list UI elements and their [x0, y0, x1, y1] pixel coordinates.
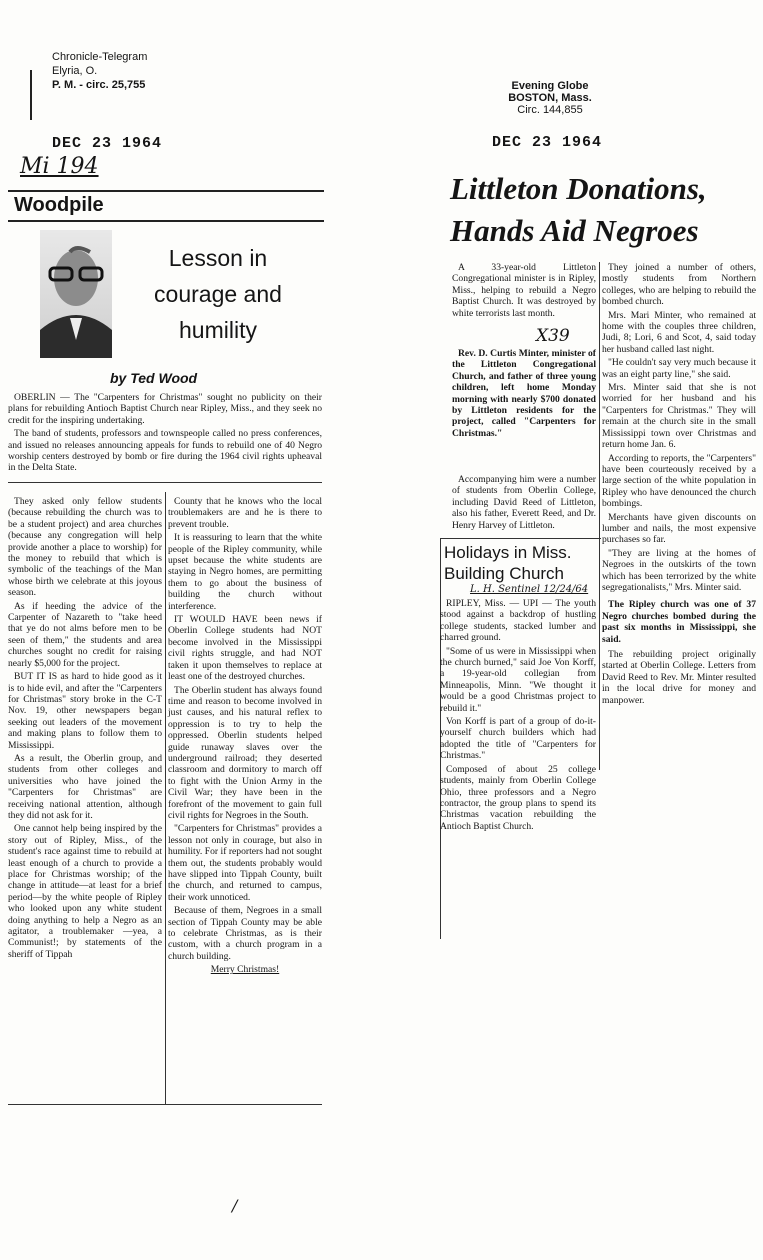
right-column-b	[602, 262, 756, 708]
middle-column	[440, 598, 596, 834]
colB-paragraph: Because of them, Negroes in a small section of Tippah County may be able to celebrate Christmas, as is their custom, with a church program in a church building.	[168, 905, 322, 962]
right-colB-paragraph: "They are living at the homes of Negroes in the outskirts of the town which has been terrorized by the white segregationalists," Mrs. Minter said.	[602, 547, 756, 593]
middle-paragraph: Composed of about 25 college students, mainly from Oberlin College Ohio, three professors and a Negro contractor, the group plans to spend its Christmas vacation rebuilding the Antioch Baptist Church.	[440, 763, 596, 832]
middle-paragraph: "Some of us were in Mississippi when the church burned," said Joe Von Korff, a 19-year-old collegian from Minneapolis, Minn. "We thought it would be a good Christmas project to rebuild it."	[440, 645, 596, 714]
left-column-rule	[165, 492, 166, 1104]
left-column-b	[168, 496, 322, 978]
footer-mark: /	[232, 1196, 238, 1215]
right-headline-line-2: Hands Aid Negroes	[450, 213, 699, 248]
headline-line-2: courage and	[154, 281, 282, 307]
left-source-circ: P. M. - circ. 25,755	[52, 79, 146, 91]
right-source-city: BOSTON, Mass.	[508, 92, 592, 104]
colA-paragraph: As a result, the Oberlin group, and students from other colleges and universities who have joined the "Carpenters for Christmas" are receiving national attention, although they did not ask for it.	[8, 752, 162, 821]
headline-block	[118, 240, 318, 348]
author-photo	[40, 230, 112, 358]
right-colA-after-paragraph: Accompanying him were a number of students from Oberlin College, including David Reed of Littleton, also his father, Everett Reed, and Dr. Henry Harvey of Littleton.	[452, 474, 596, 531]
byline: by Ted Wood	[110, 370, 198, 386]
right-bold-paragraph	[452, 348, 596, 441]
right-source-circ: Circ. 144,855	[517, 104, 583, 116]
right-headline-line-1: Littleton Donations,	[450, 171, 707, 206]
middle-handwritten-source: L. H. Sentinel 12/24/64	[470, 584, 589, 595]
right-source-block	[470, 80, 630, 116]
section-title: Woodpile	[14, 194, 104, 216]
lead-paragraph-1: OBERLIN — The "Carpenters for Christmas" sought no publicity on their plans for rebuilding Antioch Baptist Church near Ripley, Miss., and they seek no credit for the inspiring undertaking.	[8, 392, 322, 426]
colA-paragraph: They asked only fellow students (because rebuilding the church was to be a student project) and area churches (because any congregation will help provide another a place to worship) for the money to rebuild that which is symbolic of the teachings of the Man whose birth we celebrate at this joyous season.	[8, 496, 162, 599]
right-colB-paragraph: Merchants have given discounts on lumber and nails, the most expensive purchases so far.	[602, 511, 756, 546]
right-colB-paragraph: Mrs. Mari Minter, who remained at home with the couples three children, Judi, 8; Lori, 6 and Scot, 4, said today her husband called last night.	[602, 309, 756, 355]
left-divider	[8, 482, 322, 483]
right-headline	[450, 168, 760, 252]
middle-paragraph: Von Korff is part of a group of do-it-yourself church builders which had adopted the title of "Carpenters for Christmas."	[440, 716, 596, 762]
right-date-stamp: DEC 23 1964	[492, 134, 603, 151]
left-date-stamp: DEC 23 1964	[52, 135, 163, 152]
right-column-a-after	[452, 474, 596, 533]
colB-paragraph: It is reassuring to learn that the white people of the Ripley community, while upset because the white students are staying in Negro homes, are permitting them to go about the business of building the church without interference.	[168, 532, 322, 612]
woodpile-header	[8, 190, 324, 222]
left-source-block	[52, 50, 192, 92]
left-column-a	[8, 496, 162, 962]
right-colB-paragraph: They joined a number of others, mostly students from Northern colleges, who are helping to rebuild the bombed church.	[602, 262, 756, 308]
right-colB-bold-paragraph: The Ripley church was one of 37 Negro churches bombed during the past six months in Mississippi, she said.	[602, 599, 756, 645]
middle-headline: Holidays in Miss. Building Church	[444, 543, 572, 583]
right-bold-text: Rev. D. Curtis Minter, minister of the Littleton Congregational Church, and father of three young children, left home Monday morning with nearly $700 donated by Littleton residents for the project, called "Carpenters for Christmas."	[452, 348, 596, 439]
right-column-a	[452, 262, 596, 321]
left-bottom-rule	[8, 1104, 322, 1105]
right-colA-paragraph: A 33-year-old Littleton Congregational minister is in Ripley, Miss., helping to rebuild a Negro Baptist Church. It was destroyed by white terrorists last month.	[452, 262, 596, 319]
right-colB-paragraph: "He couldn't say very much because it was an eight party line," she said.	[602, 357, 756, 380]
right-colB-after-paragraph: The rebuilding project originally started at Oberlin College. Letters from David Reed to Rev. Mr. Minter resulted in the local drive for money and manpower.	[602, 649, 756, 706]
colB-paragraph: The Oberlin student has always found time and reason to become involved in just causes, and his natural reflex to oppression is to try to help the oppressed. Oberlin students helped guide runaway slaves over the underground railroad; they deserted classroom and dormitory to march off to fight with the Union Army in the Civil War; they have been in the forefront of the movement to gain full civil rights for Negroes in the South.	[168, 684, 322, 821]
colB-paragraph: IT WOULD HAVE been news if Oberlin College students had NOT become involved in the Mississippi civil rights struggle, and had NOT taken it upon themselves to replace at least one of the destroyed churches.	[168, 614, 322, 683]
left-handwritten-note: Mi 194	[20, 154, 99, 179]
left-lead-paragraphs	[8, 392, 322, 476]
colB-closing: Merry Christmas!	[210, 964, 280, 976]
colA-paragraph: As if heeding the advice of the Carpenter of Nazareth to "take heed that ye do not alms before men to be seen of them," the students and area churches sought no credit for raising nearly $5,000 for the project.	[8, 600, 162, 669]
colA-paragraph: BUT IT IS as hard to hide good as it is to hide evil, and after the "Carpenters for Christmas" story broke in the C-T Nov. 19, other newspapers began seeking out leaders of the movement and making plans to follow them to Mississippi.	[8, 671, 162, 751]
left-source-name: Chronicle-Telegram	[52, 51, 148, 63]
right-handwritten-mark: X39	[536, 326, 570, 346]
headline-line-3: humility	[179, 317, 257, 343]
headline-line-1: Lesson in	[168, 245, 268, 271]
right-source-name: Evening Globe	[511, 80, 589, 92]
colA-paragraph: One cannot help being inspired by the story out of Ripley, Miss., of the student's race against time to rebuild at least enough of a church to provide a place for Christmas worship; of the change in attitude—at least for a brief period—by the white people of Ripley who looked upon any white student doing anything to help a Negro as an agitator, a troublemaker —yea, a Communist!; by statements of the sheriff of Tippah	[8, 823, 162, 960]
middle-paragraph: RIPLEY, Miss. — UPI — The youth stood against a backdrop of hustling college students, stacked lumber and charred ground.	[440, 598, 596, 644]
lead-paragraph-2: The band of students, professors and townspeople called no press conferences, and issued no releases announcing appeals for funds to rebuild one of 40 Negro worship centers destroyed by bomb or fire during the 1964 civil rights upheaval in the Delta State.	[8, 428, 322, 474]
left-margin-mark	[30, 70, 32, 120]
colB-paragraph: County that he knows who the local troublemakers are and he is there to prevent trouble.	[168, 496, 322, 530]
left-source-city: Elyria, O.	[52, 65, 98, 77]
right-colB-paragraph: Mrs. Minter said that she is not worried for her husband and his "Carpenters for Christmas." They will remain at the church site in the small Mississippi town over Christmas and return home Jan. 6.	[602, 382, 756, 451]
right-colB-paragraph: According to reports, the "Carpenters" have been courteously received by a large section of the white population in Ripley who have denounced the church bombings.	[602, 452, 756, 510]
colB-paragraph: "Carpenters for Christmas" provides a lesson not only in courage, but also in humility. For if reporters had not sought them out, the students probably would have slipped into Tippah County, built the church, and returned to campus, their work unnoticed.	[168, 823, 322, 903]
